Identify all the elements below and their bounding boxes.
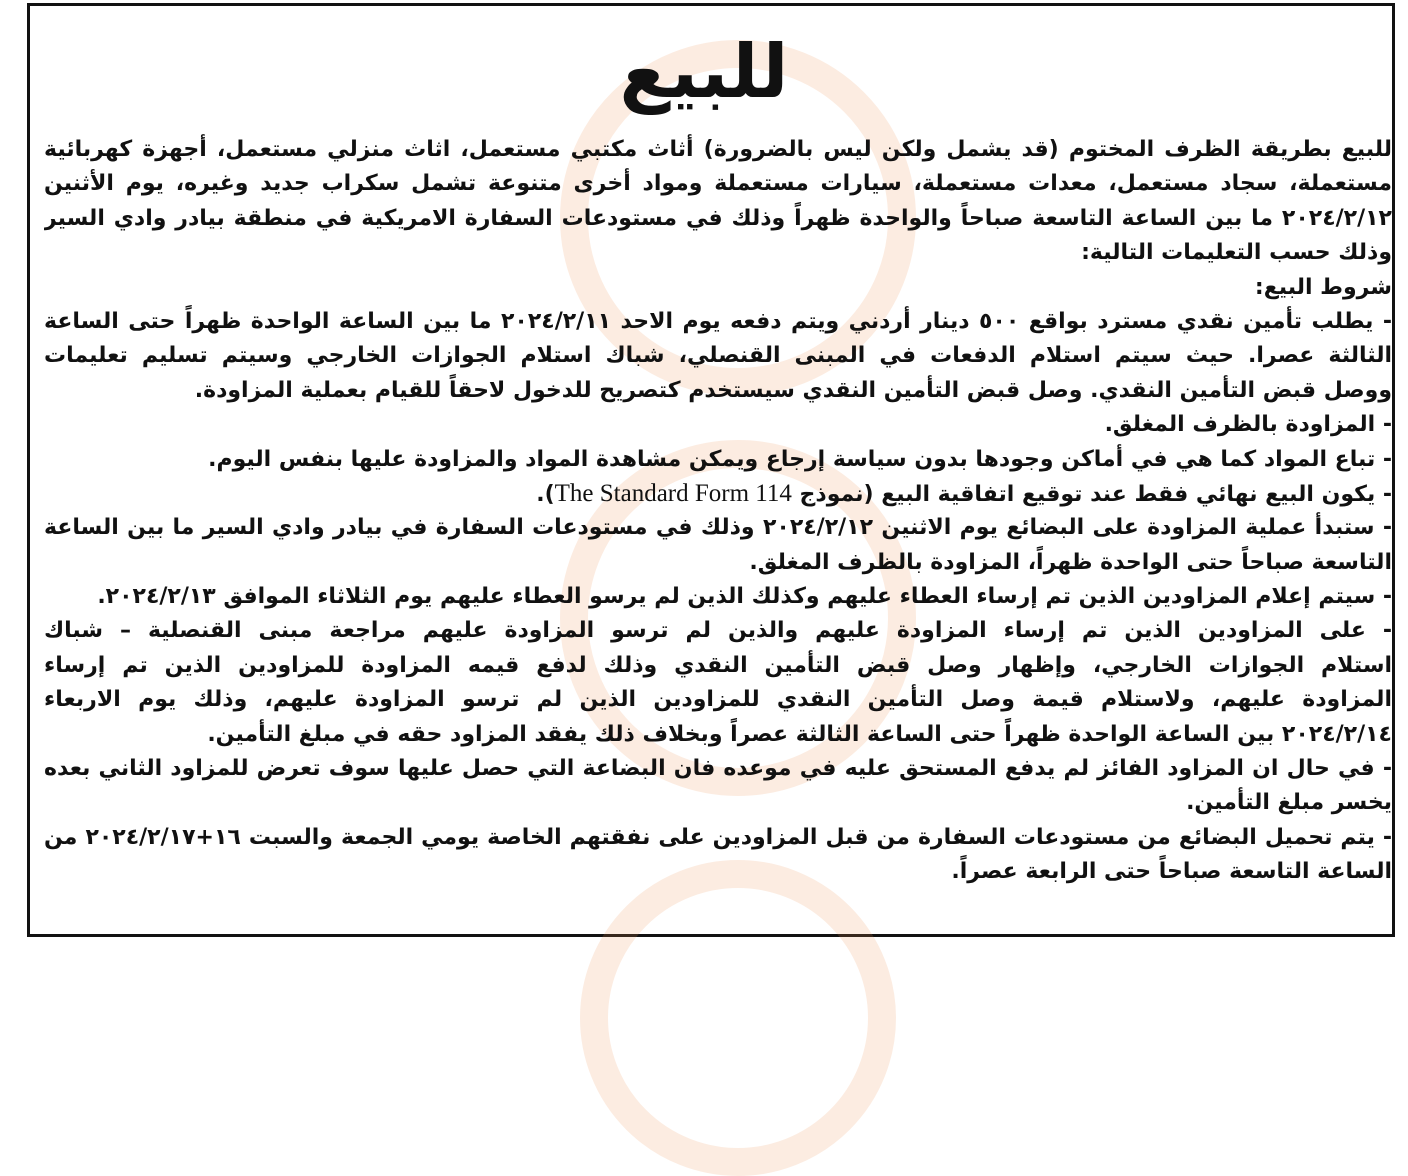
form-name: The Standard Form 114 (554, 479, 792, 507)
text-line (44, 167, 1392, 201)
line-text: يخسر مبلغ التأمين. (1186, 790, 1392, 816)
text-line (44, 374, 1392, 408)
line-text: للبيع بطريقة الظرف المختوم (قد يشمل ولكن ليس بالضرورة) أثاث مكتبي مستعمل، اثاث منزلي مستعمل، أجهزة كهربائية (44, 137, 1392, 162)
line-text: الثالثة عصرا. حيث سيتم استلام الدفعات في المبنى القنصلي، شباك استلام الجوازات الخارجي وسيتم تسليم تعليمات (44, 343, 1392, 369)
text-line (44, 408, 1392, 442)
line-text: - ستبدأ عملية المزاودة على البضائع يوم الاثنين ٢٠٢٤/٢/١٢ وذلك في مستودعات السفارة في بيادر وادي السير ما بين الساعة (44, 515, 1392, 541)
line-text: - المزاودة بالظرف المغلق. (1104, 412, 1392, 438)
line-text: - يتم تحميل البضائع من مستودعات السفارة من قبل المزاودين على نفقتهم الخاصة يومي الجمعة والسبت ١٦+٢٠٢٤/٢/١٧ من (44, 824, 1392, 850)
text-line (44, 236, 1392, 270)
line-text: - سيتم إعلام المزاودين الذين تم إرساء العطاء عليهم وكذلك الذين لم يرسو العطاء عليهم يوم الثلاثاء الموافق ٢٠٢٤/٢/١٣. (97, 584, 1392, 610)
line-text: ٢٠٢٤/٢/١٤ بين الساعة الواحدة ظهراً حتى الساعة الثالثة عصراً وبخلاف ذلك يفقد المزاود حقه في مبلغ التأمين. (207, 721, 1392, 747)
line-text: مستعملة، سجاد مستعمل، معدات مستعملة، سيارات مستعملة ومواد أخرى متنوعة تشمل سكراب جديد وغيره، يوم الأثنين (44, 171, 1392, 197)
line-text: المزاودة عليهم، ولاستلام قيمة وصل التأمين النقدي للمزاودين الذين لم ترسو المزاودة عليهم، وذلك يوم الاربعاء (44, 687, 1392, 713)
line-text: الساعة التاسعة صباحاً حتى الرابعة عصراً. (951, 859, 1392, 885)
text-line (44, 649, 1392, 683)
text-line (44, 305, 1392, 339)
text-line (44, 786, 1392, 820)
text-line (44, 271, 1392, 305)
text-line (44, 718, 1392, 752)
line-text: - على المزاودين الذين تم إرساء المزاودة عليهم والذين لم ترسو المزاودة عليهم مراجعة مبنى القنصلية – شباك (44, 618, 1392, 644)
text-line (44, 511, 1392, 545)
text-line (44, 821, 1392, 855)
text-line (44, 683, 1392, 717)
text-line (44, 339, 1392, 373)
text-line (44, 614, 1392, 648)
text-line (44, 752, 1392, 786)
line-text: - يطلب تأمين نقدي مسترد بواقع ٥٠٠ دينار أردني ويتم دفعه يوم الاحد ٢٠٢٤/٢/١١ ما بين الساعة الواحدة ظهراً حتى الساعة (44, 308, 1392, 334)
line-text: وذلك حسب التعليمات التالية: (1081, 240, 1392, 266)
text-line (44, 443, 1392, 477)
line-text: - يكون البيع نهائي فقط عند توقيع اتفاقية البيع (نموذج (799, 481, 1392, 507)
line-tail: ). (536, 481, 555, 507)
ad-body (44, 133, 1392, 890)
text-line (44, 202, 1392, 236)
text-line (44, 580, 1392, 614)
text-line (44, 546, 1392, 580)
line-text: شروط البيع: (1254, 274, 1392, 300)
text-line (44, 133, 1392, 167)
line-text: - تباع المواد كما هي في أماكن وجودها بدون سياسة إرجاع ويمكن مشاهدة المواد والمزاودة عليها بنفس اليوم. (208, 446, 1392, 472)
ad-title: للبيع (619, 29, 789, 115)
line-text: التاسعة صباحاً حتى الواحدة ظهراً، المزاودة بالظرف المغلق. (749, 549, 1392, 575)
text-line (44, 855, 1392, 889)
line-text: ووصل قبض التأمين النقدي. وصل قبض التأمين النقدي سيستخدم كتصريح للدخول لاحقاً للقيام بعملية المزاودة. (194, 377, 1392, 403)
text-line (44, 477, 1392, 511)
line-text: ٢٠٢٤/٢/١٢ ما بين الساعة التاسعة صباحاً والواحدة ظهراً وذلك في مستودعات السفارة الامريكية في منطقة بيادر وادي السير (44, 205, 1392, 231)
line-text: - في حال ان المزاود الفائز لم يدفع المستحق عليه في موعده فان البضاعة التي حصل عليها سوف تعرض للمزاود الثاني بعده (44, 756, 1392, 782)
line-text: استلام الجوازات الخارجي، وإظهار وصل قبض التأمين النقدي وذلك لدفع قيمه المزاودة للمزاودين الذين تم إرساء (44, 652, 1392, 678)
